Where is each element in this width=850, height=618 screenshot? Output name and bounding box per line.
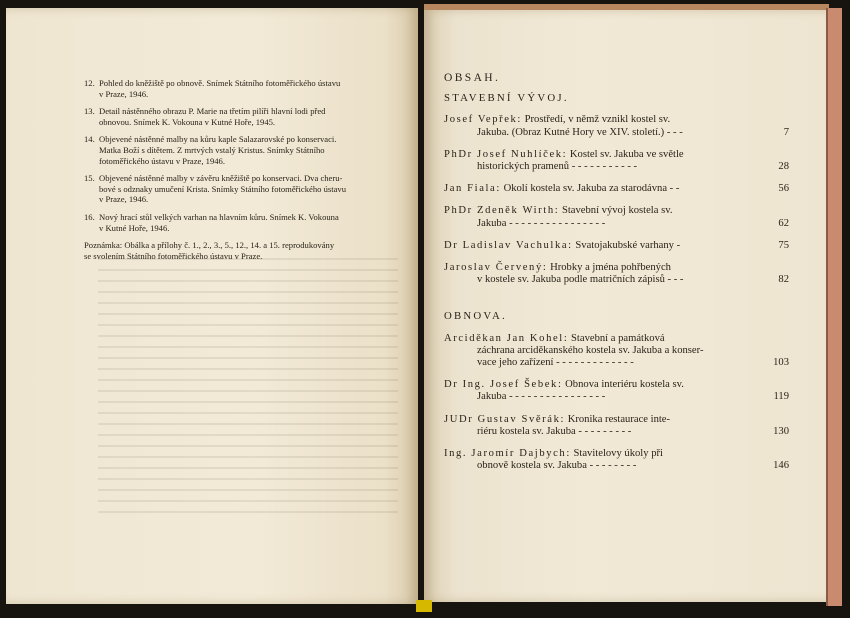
caption-line: Detail nástěnného obrazu P. Marie na třetím pilíři hlavní lodi před bbox=[99, 106, 326, 117]
toc-author: Ing. Jaromír Dajbych: bbox=[444, 448, 571, 460]
toc-page-number: 56 bbox=[778, 183, 789, 195]
caption-list bbox=[84, 78, 396, 261]
toc-page-number: 103 bbox=[773, 357, 789, 369]
show-through-text bbox=[98, 258, 398, 518]
toc-title-line: Kronika restaurace inte- bbox=[567, 413, 671, 425]
toc-title-line: Stavební vývoj kostela sv. bbox=[561, 205, 673, 217]
toc-entry bbox=[444, 448, 789, 472]
caption-line: Nový hrací stůl velkých varhan na hlavním kůru. Snímek K. Vokouna bbox=[99, 211, 339, 222]
caption-line: v Kutné Hoře, 1946. bbox=[99, 222, 170, 233]
toc-page-number: 28 bbox=[778, 161, 789, 173]
toc-title-line: Jakuba - - - - - - - - - - - - - - - - bbox=[477, 391, 606, 403]
toc-page-number: 75 bbox=[778, 239, 789, 251]
toc-page-number: 119 bbox=[773, 391, 789, 403]
caption-line: obnovou. Snímek K. Vokouna v Kutné Hoře, 1945. bbox=[99, 116, 276, 127]
toc-title-line: Stavební a památková bbox=[571, 332, 665, 344]
toc-page-number: 130 bbox=[773, 425, 789, 437]
toc-entry bbox=[444, 379, 789, 403]
toc-title-line: Okolí kostela sv. Jakuba za starodávna - - bbox=[503, 183, 680, 195]
toc-entry bbox=[444, 333, 789, 370]
toc-title-line: Jakuba - - - - - - - - - - - - - - - - bbox=[477, 217, 606, 229]
spine-ribbon bbox=[416, 600, 432, 612]
toc-entry bbox=[444, 262, 789, 286]
section-title-obnova: OBNOVA. bbox=[444, 310, 507, 323]
caption-line: v Praze, 1946. bbox=[99, 88, 149, 99]
caption-line: v Praze, 1946. bbox=[99, 194, 149, 205]
toc-author: JUDr Gustav Svěrák: bbox=[444, 413, 566, 425]
toc-title-line: Stavitelovy úkoly při bbox=[573, 448, 663, 460]
caption-line: Objevené nástěnné malby na kůru kaple Salazarovské po konservaci. bbox=[99, 134, 337, 145]
caption-item bbox=[84, 106, 396, 127]
left-page bbox=[6, 8, 418, 604]
toc-title-line: vace jeho zařízení - - - - - - - - - - - - - bbox=[477, 357, 634, 369]
toc-author: Arciděkan Jan Kohel: bbox=[444, 332, 569, 344]
toc-title-line: Svatojakubské varhany - bbox=[575, 239, 681, 251]
caption-number: 12. bbox=[84, 78, 95, 88]
section-entries-2 bbox=[444, 333, 789, 473]
toc-entry bbox=[444, 205, 789, 229]
toc-author: Dr Ing. Josef Šebek: bbox=[444, 379, 563, 391]
caption-line: fotoměřického ústavu v Praze, 1946. bbox=[99, 155, 226, 166]
section-title-stavebni-vyvoj: STAVEBNÍ VÝVOJ. bbox=[444, 92, 569, 105]
toc-author: Jaroslav Červený: bbox=[444, 262, 548, 274]
toc-title-line: záchrana arciděkanského kostela sv. Jakuba a konser- bbox=[477, 344, 704, 356]
caption-line: bové s odznaky umučení Krista. Snímky Státního fotoměřického ústavu bbox=[99, 183, 347, 194]
toc-page-number: 62 bbox=[778, 217, 789, 229]
toc-entry bbox=[444, 414, 789, 438]
toc-author: Dr Ladislav Vachulka: bbox=[444, 239, 573, 251]
caption-line: Pohled do kněžiště po obnově. Snímek Státního fotoměřického ústavu bbox=[99, 78, 341, 88]
toc-title-line: Prostředí, v němž vznikl kostel sv. bbox=[524, 114, 671, 126]
caption-line: Objevené nástěnné malby v závěru kněžiště po konservaci. Dva cheru- bbox=[99, 173, 343, 184]
caption-note bbox=[84, 240, 396, 261]
toc-title-line: riéru kostela sv. Jakuba - - - - - - - - - bbox=[477, 425, 632, 437]
note-line: Poznámka: Obálka a přílohy č. 1., 2., 3., 5., 12., 14. a 15. reprodukovány bbox=[84, 240, 335, 251]
toc-page-number: 7 bbox=[783, 126, 789, 138]
toc-page-number: 82 bbox=[778, 274, 789, 286]
toc-heading: OBSAH. bbox=[444, 72, 501, 84]
section-entries-1 bbox=[444, 114, 789, 286]
caption-line: Matka Boží s dítětem. Z mrtvých vstalý Kristus. Snímky Státního bbox=[99, 144, 325, 155]
note-line: se svolením Státního fotoměřického ústavu v Praze. bbox=[84, 250, 263, 261]
toc-page-number: 146 bbox=[773, 460, 789, 472]
toc-entry bbox=[444, 114, 789, 138]
toc-author: PhDr Zdeněk Wirth: bbox=[444, 205, 560, 217]
toc-author: Jan Fiala: bbox=[444, 183, 501, 195]
right-page bbox=[424, 10, 829, 602]
caption-item bbox=[84, 212, 396, 233]
toc-title-line: Hrobky a jména pohřbených bbox=[550, 262, 671, 274]
toc-title-line: obnově kostela sv. Jakuba - - - - - - - - bbox=[477, 460, 637, 472]
toc-author: Josef Vepřek: bbox=[444, 114, 522, 126]
toc-entry bbox=[444, 240, 789, 252]
caption-number: 16. bbox=[84, 211, 95, 222]
caption-item bbox=[84, 78, 396, 99]
caption-number: 13. bbox=[84, 106, 95, 117]
toc-title-line: historických pramenů - - - - - - - - - - - bbox=[477, 161, 638, 173]
caption-number: 15. bbox=[84, 173, 95, 184]
toc-title-line: v kostele sv. Jakuba podle matričních zápisů - - - bbox=[477, 274, 684, 286]
caption-number: 14. bbox=[84, 134, 95, 145]
toc-author: PhDr Josef Nuhlíček: bbox=[444, 148, 568, 160]
toc-title-line: Kostel sv. Jakuba ve světle bbox=[569, 148, 684, 160]
caption-item bbox=[84, 173, 396, 205]
cover-edge-right bbox=[826, 8, 842, 606]
table-of-contents bbox=[444, 72, 789, 482]
toc-title-line: Jakuba. (Obraz Kutné Hory ve XIV. století.) - - - bbox=[477, 126, 683, 138]
toc-entry bbox=[444, 183, 789, 195]
toc-entry bbox=[444, 149, 789, 173]
caption-item bbox=[84, 134, 396, 166]
toc-title-line: Obnova interiéru kostela sv. bbox=[565, 379, 684, 391]
